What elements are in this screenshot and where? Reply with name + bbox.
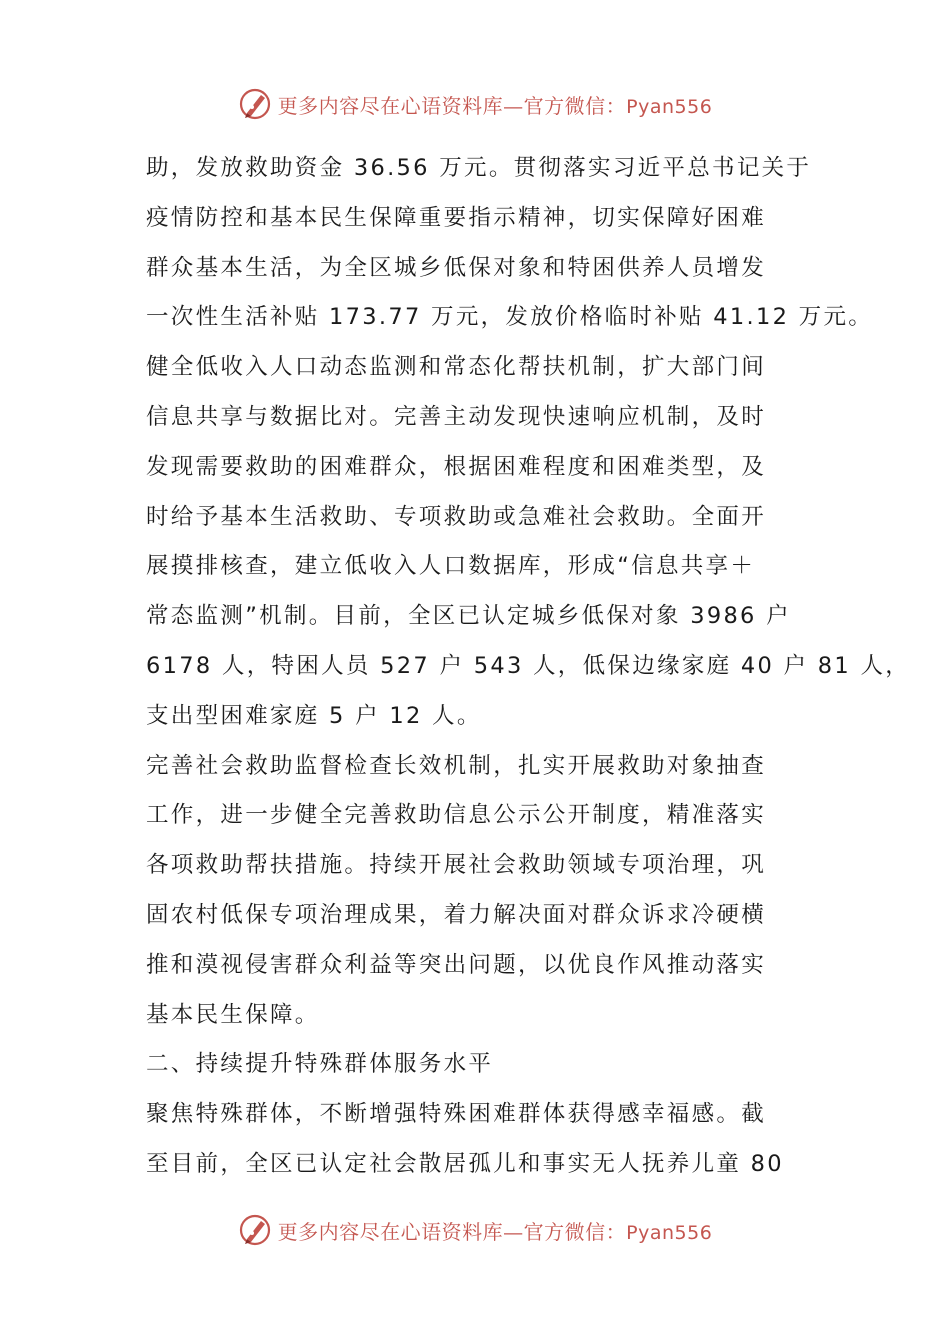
header-banner-text bbox=[278, 90, 713, 119]
body-line: 推和漠视侵害群众利益等突出问题，以优良作风推动落实 bbox=[146, 951, 767, 978]
body-line: 固农村低保专项治理成果，着力解决面对群众诉求冷硬横 bbox=[146, 901, 767, 928]
footer-banner-text bbox=[278, 1216, 713, 1245]
header-wechat-id: Pyan556 bbox=[626, 95, 713, 118]
body-line: 疫情防控和基本民生保障重要指示精神，切实保障好困难 bbox=[146, 204, 767, 231]
body-line: 支出型困难家庭 5 户 12 人。 bbox=[146, 702, 482, 729]
pen-circle-logo-icon bbox=[238, 87, 272, 121]
header-slogan: 更多内容尽在心语资料库—官方微信： bbox=[277, 93, 627, 118]
body-line: 至目前，全区已认定社会散居孤儿和事实无人抚养儿童 80 bbox=[146, 1150, 784, 1177]
footer-wechat-id: Pyan556 bbox=[626, 1221, 713, 1244]
body-line: 常态监测”机制。目前，全区已认定城乡低保对象 3986 户 bbox=[146, 603, 791, 630]
body-line: 完善社会救助监督检查长效机制，扎实开展救助对象抽查 bbox=[146, 752, 767, 779]
body-line: 助，发放救助资金 36.56 万元。贯彻落实习近平总书记关于 bbox=[146, 155, 812, 181]
body-line: 工作，进一步健全完善救助信息公示公开制度，精准落实 bbox=[146, 802, 767, 829]
body-line: 信息共享与数据比对。完善主动发现快速响应机制，及时 bbox=[146, 403, 767, 430]
body-line: 展摸排核查，建立低收入人口数据库，形成“信息共享＋ bbox=[146, 553, 756, 580]
body-line: 健全低收入人口动态监测和常态化帮扶机制，扩大部门间 bbox=[146, 354, 767, 381]
section-heading: 二、持续提升特殊群体服务水平 bbox=[146, 1051, 494, 1078]
body-line: 各项救助帮扶措施。持续开展社会救助领域专项治理，巩 bbox=[146, 852, 767, 879]
footer-slogan: 更多内容尽在心语资料库—官方微信： bbox=[277, 1219, 627, 1244]
document-body bbox=[146, 144, 911, 1190]
body-line: 聚焦特殊群体，不断增强特殊困难群体获得感幸福感。截 bbox=[146, 1101, 767, 1128]
body-line: 基本民生保障。 bbox=[146, 1001, 320, 1028]
body-line: 一次性生活补贴 173.77 万元，发放价格临时补贴 41.12 万元。 bbox=[146, 304, 874, 331]
footer-banner bbox=[0, 1210, 950, 1250]
header-banner bbox=[0, 84, 950, 124]
body-line: 发现需要救助的困难群众，根据困难程度和困难类型，及 bbox=[146, 453, 767, 480]
body-line: 时给予基本生活救助、专项救助或急难社会救助。全面开 bbox=[146, 503, 767, 530]
pen-circle-logo-icon bbox=[238, 1213, 272, 1247]
body-line: 6178 人，特困人员 527 户 543 人，低保边缘家庭 40 户 81 人， bbox=[146, 652, 911, 679]
body-line: 群众基本生活，为全区城乡低保对象和特困供养人员增发 bbox=[146, 254, 767, 281]
